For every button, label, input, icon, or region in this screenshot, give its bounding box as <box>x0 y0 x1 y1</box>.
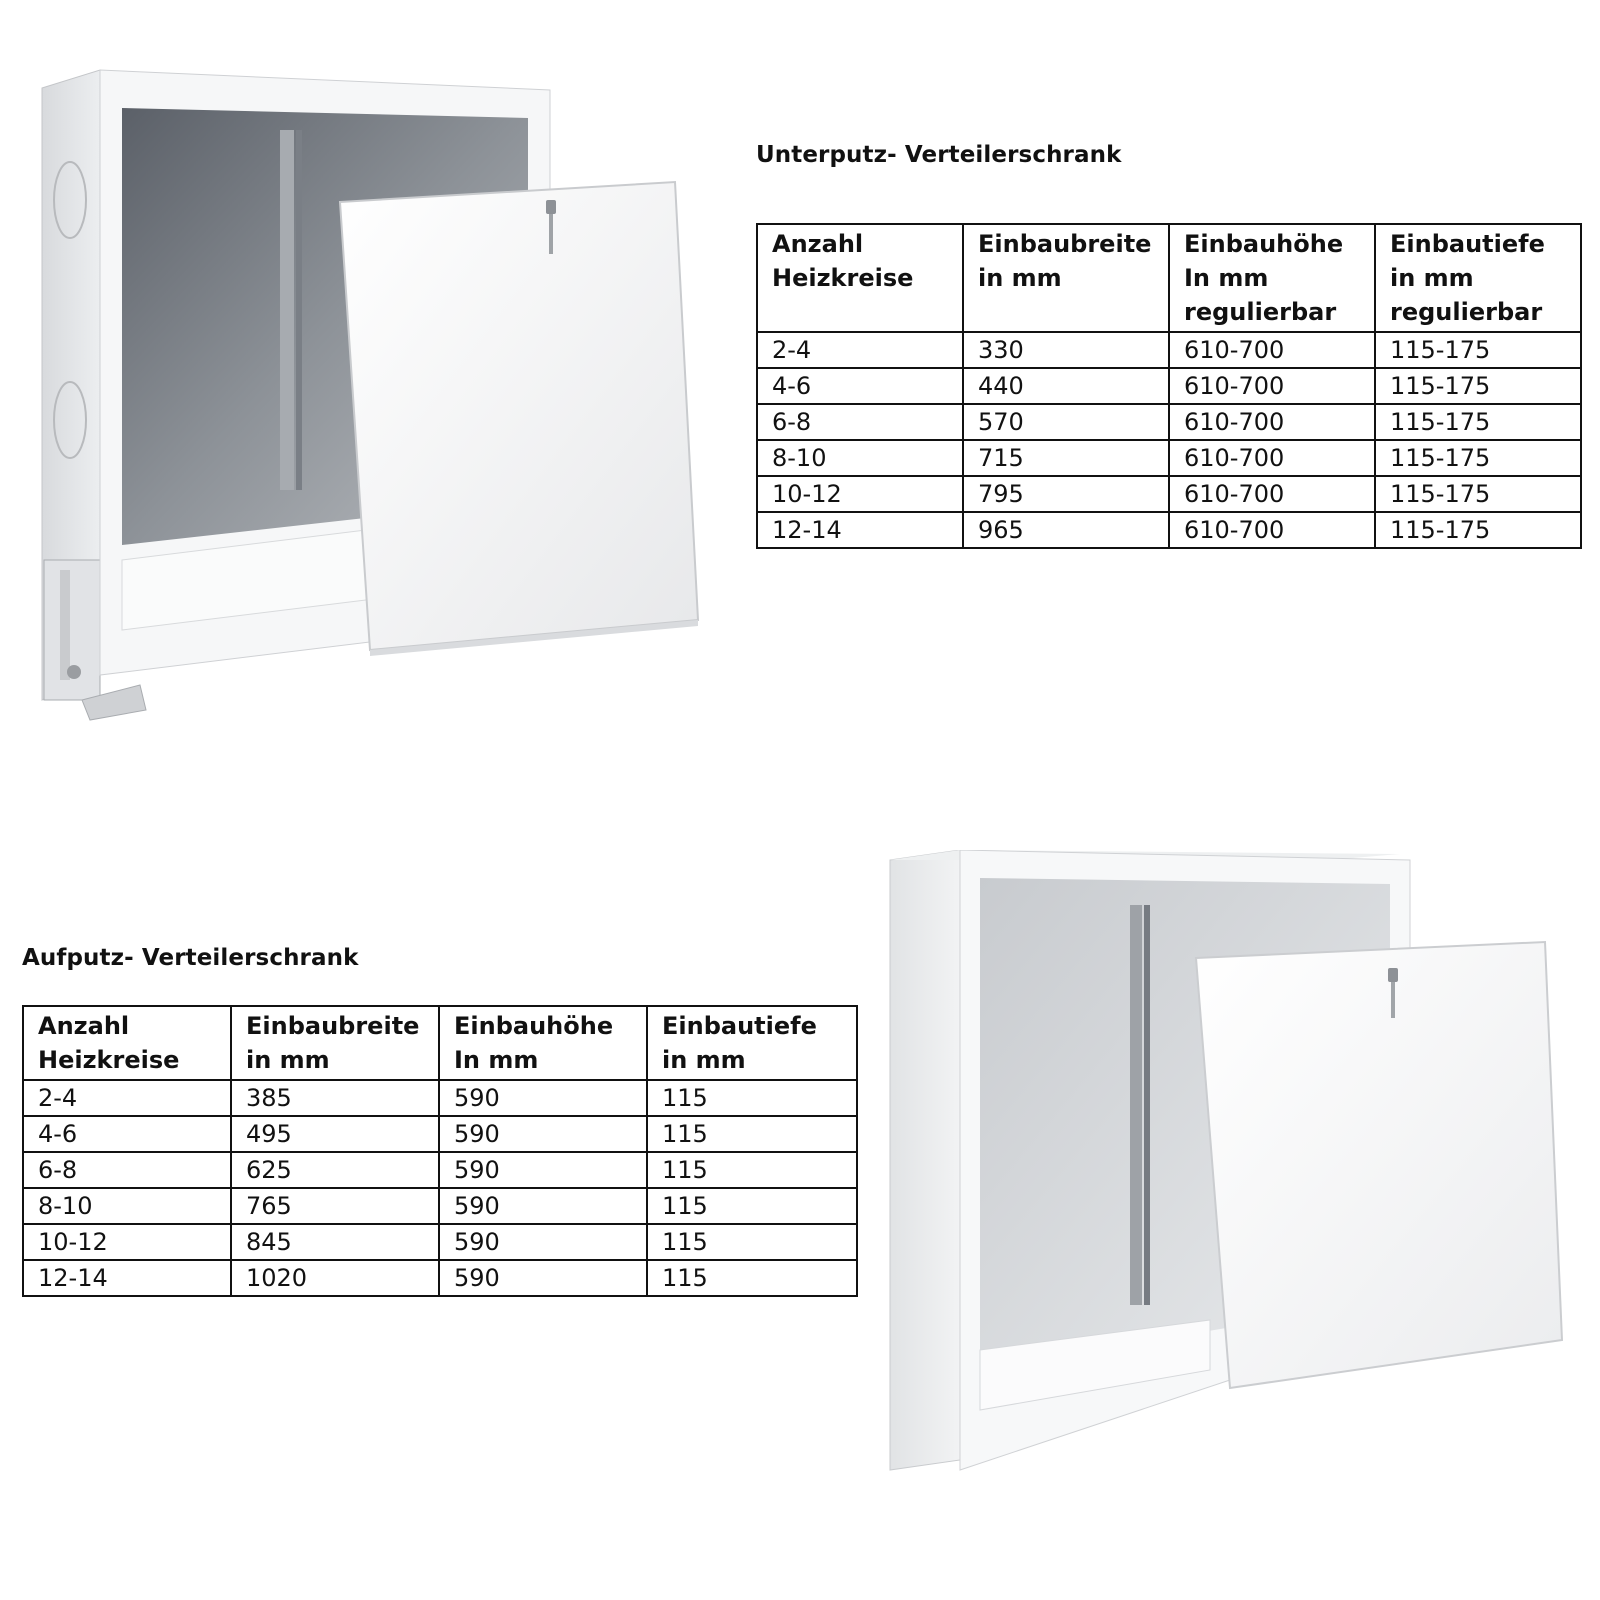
header-line: Einbautiefe <box>1390 230 1545 258</box>
table-cell: 590 <box>439 1188 647 1224</box>
table-row <box>23 1080 857 1116</box>
table-cell: 610-700 <box>1169 512 1375 548</box>
table-cell: 795 <box>963 476 1169 512</box>
table-cell: 610-700 <box>1169 404 1375 440</box>
table-cell: 4-6 <box>23 1116 231 1152</box>
table-cell: 115 <box>647 1188 857 1224</box>
table-cell: 115 <box>647 1116 857 1152</box>
table-cell: 8-10 <box>757 440 963 476</box>
aufputz-title: Aufputz- Verteilerschrank <box>22 945 359 971</box>
header-line: In mm <box>454 1046 539 1074</box>
table-header-row <box>757 224 1581 332</box>
table-row <box>757 404 1581 440</box>
table-cell: 115-175 <box>1375 476 1581 512</box>
header-line: Einbaubreite <box>978 230 1152 258</box>
table-cell: 590 <box>439 1152 647 1188</box>
header-line: in mm <box>662 1046 746 1074</box>
table-cell: 765 <box>231 1188 439 1224</box>
unterputz-title: Unterputz- Verteilerschrank <box>756 142 1122 168</box>
table-cell: 610-700 <box>1169 368 1375 404</box>
table-cell: 495 <box>231 1116 439 1152</box>
table-cell: 330 <box>963 332 1169 368</box>
table-cell: 440 <box>963 368 1169 404</box>
table-cell: 845 <box>231 1224 439 1260</box>
table-header-row <box>23 1006 857 1080</box>
table-cell: 570 <box>963 404 1169 440</box>
table-cell: 2-4 <box>23 1080 231 1116</box>
unterputz-cabinet-photo <box>30 60 730 740</box>
header-line: Anzahl <box>38 1012 130 1040</box>
table-cell: 6-8 <box>757 404 963 440</box>
header-line: Einbaubreite <box>246 1012 420 1040</box>
table-row <box>757 332 1581 368</box>
table-row <box>23 1152 857 1188</box>
header-line: Einbauhöhe <box>1184 230 1344 258</box>
header-cell-einbauhoehe <box>1169 224 1375 332</box>
header-line: Einbautiefe <box>662 1012 817 1040</box>
header-line: Anzahl <box>772 230 864 258</box>
table-cell: 115-175 <box>1375 512 1581 548</box>
table-cell: 115 <box>647 1260 857 1296</box>
table-cell: 610-700 <box>1169 476 1375 512</box>
table-cell: 10-12 <box>757 476 963 512</box>
table-cell: 115 <box>647 1080 857 1116</box>
table-cell: 715 <box>963 440 1169 476</box>
table-cell: 590 <box>439 1260 647 1296</box>
table-cell: 6-8 <box>23 1152 231 1188</box>
header-cell-heizkreise <box>23 1006 231 1080</box>
table-cell: 115 <box>647 1152 857 1188</box>
table-cell: 115-175 <box>1375 368 1581 404</box>
table-row <box>757 440 1581 476</box>
header-line: in mm <box>978 264 1062 292</box>
table-cell: 115 <box>647 1224 857 1260</box>
header-line: In mm <box>1184 264 1269 292</box>
header-line: Heizkreise <box>772 264 914 292</box>
table-cell: 590 <box>439 1116 647 1152</box>
aufputz-spec-table <box>22 1005 858 1297</box>
table-row <box>23 1116 857 1152</box>
header-cell-einbautiefe <box>1375 224 1581 332</box>
header-cell-einbaubreite <box>963 224 1169 332</box>
header-cell-einbaubreite <box>231 1006 439 1080</box>
table-row <box>757 476 1581 512</box>
table-cell: 610-700 <box>1169 332 1375 368</box>
table-cell: 12-14 <box>757 512 963 548</box>
table-cell: 4-6 <box>757 368 963 404</box>
table-cell: 10-12 <box>23 1224 231 1260</box>
table-cell: 1020 <box>231 1260 439 1296</box>
table-cell: 2-4 <box>757 332 963 368</box>
table-cell: 625 <box>231 1152 439 1188</box>
table-row <box>23 1188 857 1224</box>
table-cell: 115-175 <box>1375 440 1581 476</box>
table-cell: 965 <box>963 512 1169 548</box>
table-cell: 12-14 <box>23 1260 231 1296</box>
table-cell: 590 <box>439 1224 647 1260</box>
table-row <box>23 1224 857 1260</box>
unterputz-spec-table <box>756 223 1582 549</box>
header-line: in mm <box>1390 264 1474 292</box>
table-cell: 8-10 <box>23 1188 231 1224</box>
header-line: regulierbar <box>1184 298 1337 326</box>
header-line: regulierbar <box>1390 298 1543 326</box>
table-row <box>757 368 1581 404</box>
table-cell: 115-175 <box>1375 332 1581 368</box>
header-cell-einbauhoehe <box>439 1006 647 1080</box>
table-row <box>757 512 1581 548</box>
header-line: Einbauhöhe <box>454 1012 614 1040</box>
aufputz-cabinet-photo <box>880 850 1600 1530</box>
table-cell: 590 <box>439 1080 647 1116</box>
table-row <box>23 1260 857 1296</box>
header-cell-heizkreise <box>757 224 963 332</box>
table-cell: 115-175 <box>1375 404 1581 440</box>
table-cell: 610-700 <box>1169 440 1375 476</box>
table-cell: 385 <box>231 1080 439 1116</box>
header-line: Heizkreise <box>38 1046 180 1074</box>
header-cell-einbautiefe <box>647 1006 857 1080</box>
header-line: in mm <box>246 1046 330 1074</box>
